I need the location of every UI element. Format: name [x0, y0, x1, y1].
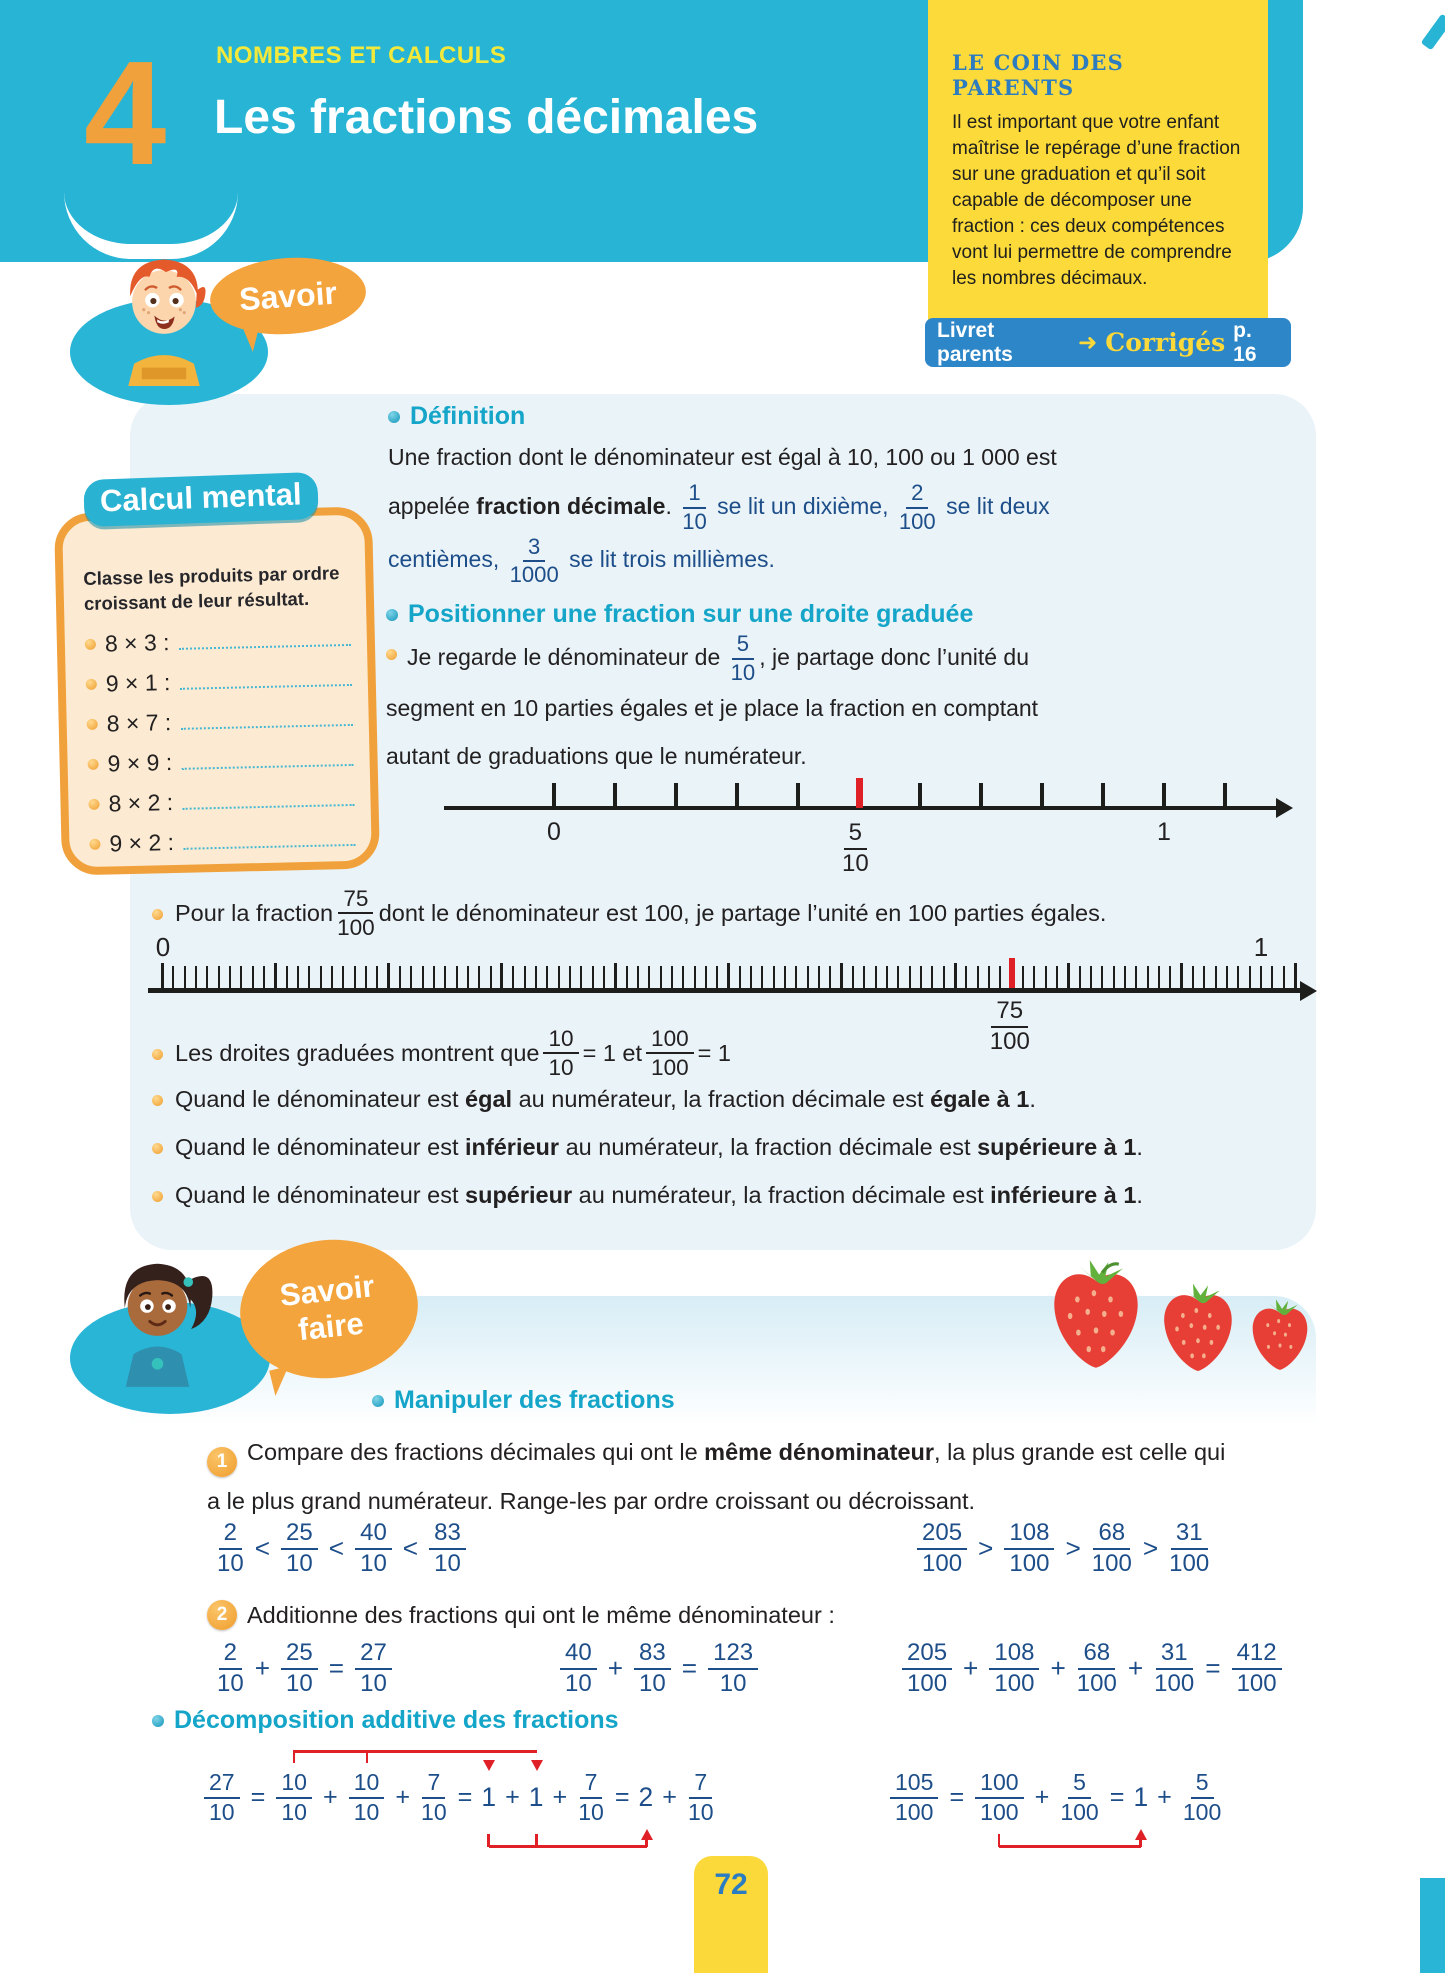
decomposition-tenths: $\frac{27}{10}$ = $\frac{10}{10}$ + $\frac{10}{10}$ + $\frac{7}{10}$ = 1 + 1 + $\frac{7}{10}$ = 2 + $\frac{7}{10}$	[200, 1748, 718, 1868]
bullet-icon	[152, 1143, 163, 1154]
hundredths-intro: Pour la fraction $\frac{75}{100}$ dont le dénominateur est 100, je partage l’unité en 100 parties égales.	[152, 886, 1106, 941]
calcul-mental-items	[85, 625, 362, 858]
step-2: 2 Additionne des fractions qui ont le même dénominateur :	[207, 1600, 835, 1630]
positionner-heading: Positionner une fraction sur une droite graduée	[386, 600, 973, 629]
link-page-ref: p. 16	[1233, 318, 1257, 366]
addition-row: $\frac{40}{10}$ + $\frac{83}{10}$ = $\frac{123}{10}$	[556, 1640, 762, 1698]
parents-box	[928, 0, 1268, 322]
strawberry-icon	[1156, 1282, 1240, 1376]
bullet-icon	[152, 1095, 163, 1106]
bullet-icon	[88, 759, 99, 770]
answer-line[interactable]	[183, 830, 356, 850]
decomposition-heading: Décomposition additive des fractions	[152, 1706, 619, 1735]
parents-box-title: LE COIN DES PARENTS	[952, 50, 1125, 100]
manipuler-heading: Manipuler des fractions	[372, 1386, 675, 1415]
link-prefix: Livret parents	[937, 318, 1013, 366]
savoir-bubble-label: Savoir	[237, 274, 339, 317]
girl-avatar	[95, 1248, 220, 1393]
page-title: Les fractions décimales	[214, 91, 759, 144]
compare-hundredths-row: $\frac{205}{100}$ > $\frac{108}{100}$ > $\frac{68}{100}$ > $\frac{31}{100}$	[913, 1520, 1213, 1578]
rule-bullet: Quand le dénominateur est inférieur au numérateur, la fraction décimale est supérieure à 1.	[152, 1134, 1143, 1161]
bullet-icon	[87, 719, 98, 730]
calc-item: 8 × 7 :	[86, 705, 359, 738]
answer-line[interactable]	[178, 630, 351, 650]
step-number-badge: 1	[207, 1447, 237, 1477]
strawberry-icon	[1044, 1258, 1148, 1374]
rule-bullet: Les droites graduées montrent que $\frac{10}{10}$ = 1 et $\frac{100}{100}$ = 1	[152, 1026, 731, 1081]
bullet-icon	[388, 411, 400, 423]
strawberry-icon	[1246, 1298, 1314, 1374]
number-line-hundredths: 0 1 $\frac{75}{100}$	[148, 936, 1338, 1060]
link-bold: Corrigés	[1105, 328, 1226, 357]
number-line-tenths: 0 1 $\frac{5}{10}$	[430, 776, 1310, 880]
bullet-icon	[152, 1191, 163, 1202]
bullet-icon	[386, 609, 398, 621]
rule-bullet: Quand le dénominateur est supérieur au numérateur, la fraction décimale est inférieure à 1.	[152, 1182, 1143, 1209]
answer-line[interactable]	[179, 670, 352, 690]
calc-item: 9 × 2 :	[89, 825, 362, 858]
section-kicker: NOMBRES ET CALCULS	[216, 42, 507, 69]
calcul-mental-box	[54, 506, 380, 875]
answer-line[interactable]	[180, 710, 353, 730]
calc-item: 9 × 1 :	[86, 665, 359, 698]
bullet-icon	[372, 1395, 384, 1407]
step-1: 1 Compare des fractions décimales qui ont le même dénominateur, la plus grande est celle qui a le plus grand numérateur. Range-les par ordre croissant ou décroissant.	[207, 1439, 1226, 1515]
decomposition-hundredths: $\frac{105}{100}$ = $\frac{100}{100}$ + $\frac{5}{100}$ = 1 + $\frac{5}{100}$	[886, 1748, 1225, 1868]
addition-row: $\frac{205}{100}$ + $\frac{108}{100}$ + $\frac{68}{100}$ + $\frac{31}{100}$ = $\frac{412}{100}$	[898, 1640, 1286, 1698]
answer-line[interactable]	[182, 790, 355, 810]
bullet-icon	[85, 639, 96, 650]
rule-bullet: Quand le dénominateur est égal au numérateur, la fraction décimale est égale à 1.	[152, 1086, 1036, 1113]
calcul-mental-title: Calcul mental	[83, 472, 318, 527]
bullet-icon	[89, 839, 100, 850]
calc-item: 8 × 2 :	[88, 785, 361, 818]
corner-strip	[1420, 1878, 1445, 1973]
definition-heading: Définition	[388, 402, 525, 431]
parents-box-body: Il est important que votre enfant maîtrise le repérage d’une fraction sur une graduation et qu’il soit capable de décomposer une fraction : ces deux compétences vont lui permettre de comprendre les nombres décimaux.	[952, 112, 1241, 290]
arrow-icon: ➜	[1078, 329, 1098, 355]
savoir-faire-bubble: Savoir faire	[233, 1231, 424, 1387]
addition-row: $\frac{2}{10}$ + $\frac{25}{10}$ = $\frac{27}{10}$	[213, 1640, 396, 1698]
calc-item: 9 × 9 :	[87, 745, 360, 778]
parents-booklet-link[interactable]	[925, 318, 1291, 367]
page-number-tab	[694, 1856, 768, 1973]
bullet-icon	[152, 1049, 163, 1060]
bullet-icon	[386, 649, 397, 660]
step-number-badge: 2	[207, 1600, 237, 1630]
bullet-icon	[152, 909, 163, 920]
calcul-mental-instruction: Classe les produits par ordre croissant de leur résultat.	[83, 562, 340, 614]
bullet-icon	[88, 799, 99, 810]
boy-avatar	[100, 246, 228, 386]
corner-accent	[1421, 14, 1445, 51]
calc-item: 8 × 3 :	[85, 625, 358, 658]
compare-tenths-row: $\frac{2}{10}$ < $\frac{25}{10}$ < $\frac{40}{10}$ < $\frac{83}{10}$	[213, 1520, 470, 1578]
page-number: 72	[714, 1868, 748, 1901]
positionner-paragraph: Je regarde le dénominateur de $\frac{5}{10}$ , je partage donc l’unité du segment en 10 parties égales et je place la fraction en comptant autant de graduations que le numérateur.	[386, 631, 1039, 769]
chapter-number: 4	[84, 31, 167, 196]
bullet-icon	[86, 679, 97, 690]
answer-line[interactable]	[181, 750, 354, 770]
bullet-icon	[152, 1715, 164, 1727]
definition-paragraph: Une fraction dont le dénominateur est égal à 10, 100 ou 1 000 est appelée fraction décimale. $\frac{1}{10}$ se lit un dixième, $\frac{2}{100}$ se lit deux centièmes, $\frac{3}{1000}$ se lit trois millièmes.	[388, 444, 1057, 588]
